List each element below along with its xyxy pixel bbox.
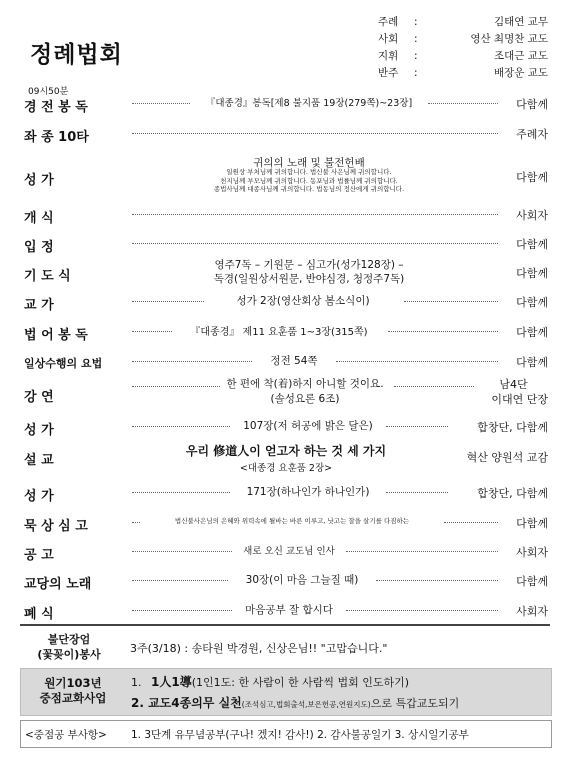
leader-dots — [132, 551, 232, 552]
program-label: 좌 종 10타 — [24, 130, 89, 145]
leader-dots — [386, 426, 448, 427]
refuge-verses — [164, 168, 454, 194]
heading-line: 불단장엄 — [47, 633, 91, 646]
item-number: 1. — [131, 676, 142, 689]
program-label: 성 가 — [24, 173, 54, 188]
leader-dots — [132, 103, 190, 104]
program-row — [24, 155, 548, 197]
leader-dots — [444, 522, 498, 523]
role-row — [378, 30, 548, 47]
program-row — [24, 571, 548, 592]
program-performer — [491, 377, 548, 407]
talk-content — [220, 377, 390, 407]
project-motto-desc: (1인1도: 한 사람이 한 사람씩 법회 인도하기) — [191, 676, 409, 689]
leader-dots — [132, 580, 228, 581]
sermon-source: <대종경 요훈품 2장> — [239, 463, 333, 474]
program-performer: 사회자 — [516, 209, 548, 222]
program-label: 개 식 — [24, 211, 54, 226]
study-heading: <중점공 부사항> — [25, 729, 107, 741]
leader-dots — [132, 331, 172, 332]
program-row — [24, 352, 548, 368]
hymn-title: 귀의의 노래 및 불전헌배 — [253, 157, 365, 169]
role-value: 조대근 교도 — [493, 50, 548, 62]
program-label: 성 가 — [24, 423, 54, 438]
program-label: 강 연 — [24, 390, 54, 405]
program-performer: 다함께 — [516, 238, 548, 251]
performer-line: 남4단 — [499, 378, 528, 391]
program-performer: 혁산 양원석 교감 — [466, 451, 548, 464]
leader-dots — [346, 610, 498, 611]
leader-dots — [132, 243, 498, 244]
program-content: 『대종경』봉독[제8 불지품 19장(279쪽)~23장] — [205, 98, 413, 109]
role-key: 지휘 — [378, 50, 399, 62]
verse-line: 천지님께 부모님께 귀의합니다. 동포님과 법률님께 귀의합니다. — [220, 176, 398, 185]
program-label: 일상수행의 요법 — [24, 357, 103, 370]
program-performer: 합창단, 다함께 — [477, 421, 548, 434]
program-row — [24, 601, 548, 622]
program-row — [24, 258, 548, 288]
leader-dots — [404, 301, 498, 302]
program-performer: 다함께 — [516, 296, 548, 309]
duty-list: (조석심고,법회출석,보은헌공,연원지도) — [241, 700, 371, 709]
program-content: 30장(이 마음 그늘질 때) — [245, 574, 359, 586]
program-label: 교 가 — [24, 298, 54, 313]
program-row — [24, 441, 548, 475]
program-row — [24, 205, 548, 226]
role-value: 영산 최명찬 교도 — [470, 33, 548, 45]
focus-project-box — [20, 668, 552, 716]
start-time: 09시50분 — [28, 87, 69, 97]
leader-dots — [376, 580, 498, 581]
role-key: 주례 — [378, 16, 399, 28]
verse-line: 종법사님께 대종사님께 귀의합니다. 법동님의 정산에게 귀의합니다. — [213, 185, 405, 193]
project-motto: 1人1導 — [151, 675, 192, 689]
officiant-list — [378, 13, 548, 81]
program-performer: 다함께 — [516, 98, 548, 111]
program-performer: 사회자 — [516, 605, 548, 618]
role-value: 배장운 교도 — [493, 67, 548, 79]
program-row — [24, 483, 548, 504]
program-row — [24, 234, 548, 255]
program-row — [24, 417, 548, 438]
notice-heading — [22, 632, 116, 662]
section-divider — [20, 624, 550, 626]
prayer-line: 영주7독 – 기원문 – 심고가(성가128장) – — [214, 259, 404, 271]
leader-dots — [386, 492, 448, 493]
program-performer: 주례자 — [516, 128, 548, 141]
sermon-title: 우리 修道人이 얻고자 하는 것 세 가지 — [185, 444, 387, 458]
program-label: 경 전 봉 독 — [24, 100, 88, 115]
colon: : — [414, 15, 418, 28]
program-performer: 합창단, 다함께 — [477, 487, 548, 500]
project-line-1 — [131, 673, 409, 690]
heading-line: (꽃꽂이)봉사 — [37, 648, 101, 661]
colon: : — [414, 32, 418, 45]
program-content: 171장(하나인가 하나인가) — [246, 486, 370, 498]
role-key: 반주 — [378, 67, 399, 79]
program-content: 『대종경』 제11 요훈품 1~3장(315쪽) — [190, 327, 368, 338]
role-row — [378, 13, 548, 30]
leader-dots — [132, 214, 498, 215]
leader-dots — [132, 426, 230, 427]
leader-dots — [428, 103, 498, 104]
program-row — [24, 542, 548, 563]
program-performer: 다함께 — [516, 171, 548, 184]
program-content: 정전 54쪽 — [270, 355, 318, 367]
program-label: 성 가 — [24, 489, 54, 504]
program-row — [24, 292, 548, 313]
program-content: 마음공부 잘 합시다 — [245, 604, 333, 616]
program-label: 설 교 — [24, 453, 54, 468]
program-row — [24, 94, 548, 115]
program-performer: 다함께 — [516, 356, 548, 369]
role-row — [378, 47, 548, 64]
program-label: 교당의 노래 — [24, 577, 92, 592]
notice-text: 3주(3/18) : 송타원 박경원, 신상은님!! "고맙습니다." — [130, 642, 388, 655]
program-label: 공 고 — [24, 548, 54, 563]
leader-dots — [132, 492, 230, 493]
page-title: 정례법회 — [30, 41, 123, 68]
program-label: 폐 식 — [24, 607, 54, 622]
heading-line: 중점교화사업 — [39, 691, 107, 705]
program-label: 입 정 — [24, 240, 54, 255]
heading-line: 원기103년 — [44, 676, 102, 690]
program-row — [24, 124, 548, 145]
leader-dots — [388, 331, 498, 332]
program-label: 법 어 봉 독 — [24, 328, 88, 343]
project-heading — [25, 676, 121, 706]
program-row — [24, 377, 548, 409]
program-row — [24, 322, 548, 343]
program-performer: 다함께 — [516, 575, 548, 588]
leader-dots — [346, 551, 498, 552]
duty-title: 2. 교도4종의무 실천 — [131, 696, 242, 710]
leader-dots — [132, 361, 252, 362]
talk-line: 한 편에 착(着)하지 아니할 것이요. — [226, 378, 384, 390]
colon: : — [414, 49, 418, 62]
altar-decoration-notice — [20, 630, 550, 666]
leader-dots — [132, 386, 220, 387]
program-performer: 사회자 — [516, 546, 548, 559]
program-row — [24, 513, 548, 534]
leader-dots — [394, 386, 474, 387]
program-performer: 다함께 — [516, 517, 548, 530]
role-key: 사회 — [378, 33, 399, 45]
program-performer: 다함께 — [516, 267, 548, 280]
leader-dots — [132, 133, 498, 134]
leader-dots — [132, 301, 204, 302]
performer-line: 이대연 단장 — [491, 393, 548, 406]
project-line-2 — [131, 694, 459, 711]
program-performer: 다함께 — [516, 326, 548, 339]
program-content: 107장(저 허공에 밝은 달은) — [243, 420, 373, 432]
study-points-box — [20, 720, 552, 748]
role-row — [378, 64, 548, 81]
leader-dots — [132, 610, 232, 611]
leader-dots — [336, 361, 498, 362]
leader-dots — [132, 522, 140, 523]
program-content: 새로 오신 교도님 인사 — [243, 546, 335, 557]
study-items: 1. 3단계 유무념공부(구나! 겠지! 감사!) 2. 감사불공일기 3. 상시일기공부 — [131, 729, 469, 741]
colon: : — [414, 66, 418, 79]
verse-line: 일원상 부처님께 귀의합니다. 법신불 사은님께 귀의합니다. — [226, 168, 392, 176]
program-content: 법신불사은님의 은혜와 위력속에 될바는 바른 이루고, 낫고는 잘을 살기를 다짐하는 — [174, 517, 410, 525]
prayer-line: 독경(일원상서원문, 반야심경, 청정주7독) — [213, 273, 405, 285]
talk-line: (솔성요론 6조) — [270, 393, 340, 405]
program-label: 기 도 식 — [24, 269, 71, 284]
prayer-content — [154, 258, 464, 286]
duty-goal: 으로 특갑교도되기 — [370, 697, 460, 710]
role-value: 김태연 교무 — [493, 16, 548, 28]
program-label: 묵 상 심 고 — [24, 519, 88, 534]
program-content: 성가 2장(영산회상 봄소식이) — [236, 295, 370, 307]
